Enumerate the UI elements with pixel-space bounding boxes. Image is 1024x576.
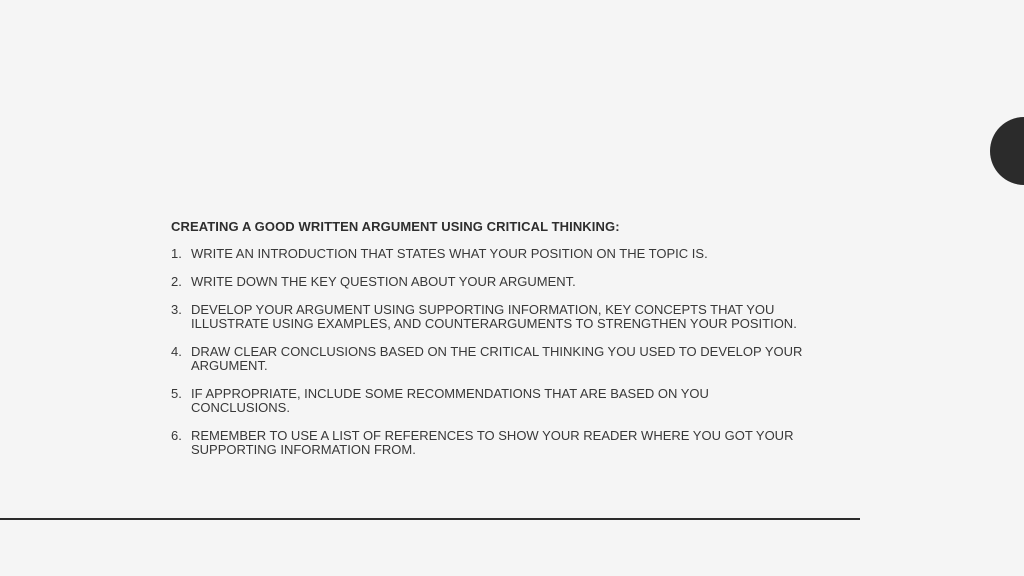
step-number: 1. — [171, 246, 182, 261]
step-number: 5. — [171, 386, 182, 401]
bottom-divider — [0, 518, 860, 520]
step-text: REMEMBER TO USE A LIST OF REFERENCES TO SHOW YOUR READER WHERE YOU GOT YOUR SUPPORTING INFORMATION FROM. — [191, 428, 794, 457]
slide-heading: CREATING A GOOD WRITTEN ARGUMENT USING CRITICAL THINKING: — [171, 219, 620, 234]
step-number: 6. — [171, 428, 182, 443]
decorative-circle — [990, 117, 1024, 185]
list-item — [171, 247, 811, 261]
step-text: IF APPROPRIATE, INCLUDE SOME RECOMMENDATIONS THAT ARE BASED ON YOU CONCLUSIONS. — [191, 386, 709, 415]
step-text: DEVELOP YOUR ARGUMENT USING SUPPORTING INFORMATION, KEY CONCEPTS THAT YOU ILLUSTRATE USING EXAMPLES, AND COUNTERARGUMENTS TO STRENGTHEN YOUR POSITION. — [191, 302, 797, 331]
step-text: WRITE AN INTRODUCTION THAT STATES WHAT YOUR POSITION ON THE TOPIC IS. — [191, 246, 708, 261]
list-item — [171, 429, 811, 457]
list-item — [171, 345, 811, 373]
step-number: 2. — [171, 274, 182, 289]
slide-content — [171, 219, 811, 471]
step-text: DRAW CLEAR CONCLUSIONS BASED ON THE CRITICAL THINKING YOU USED TO DEVELOP YOUR ARGUMENT. — [191, 344, 803, 373]
step-number: 3. — [171, 302, 182, 317]
list-item — [171, 387, 811, 415]
list-item — [171, 275, 811, 289]
step-number: 4. — [171, 344, 182, 359]
list-item — [171, 303, 811, 331]
steps-list — [171, 247, 811, 457]
step-text: WRITE DOWN THE KEY QUESTION ABOUT YOUR ARGUMENT. — [191, 274, 576, 289]
